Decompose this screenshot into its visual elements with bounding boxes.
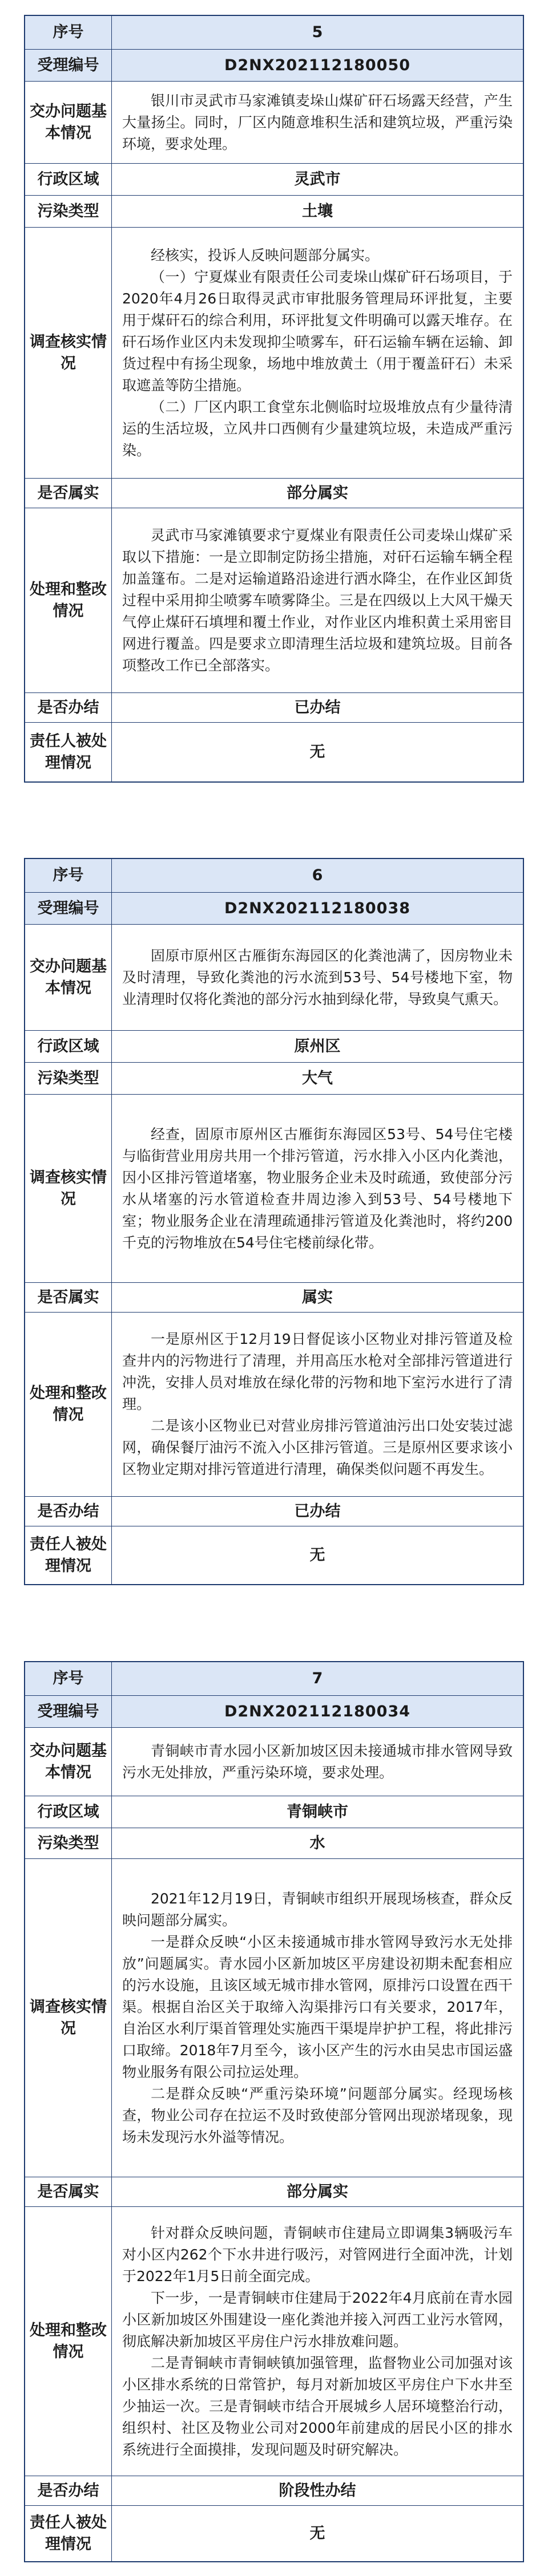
- investigation-label: 调查核实情况: [25, 1859, 112, 2177]
- type-row: [25, 1828, 523, 1858]
- code-label: 受理编号: [25, 893, 112, 924]
- case-card-7: [24, 1661, 524, 2562]
- is-true-row: [25, 2177, 523, 2206]
- investigation-value: 经核实，投诉人反映问题部分属实。 （一）宁夏煤业有限责任公司麦垛山煤矿矸石场项目，于2020年4月26日取得灵武市审批服务管理局环评批复，主要用于煤矸石的综合利用，环评批复文件明确可以露天堆存。在矸石场作业区内未发现抑尘喷雾车，矸石运输车辆在运输、卸货过程中有扬尘现象，场地中堆放黄土（用于覆盖矸石）未采取遮盖等防尘措施。 （二）厂区内职工食堂东北侧临时垃圾堆放点有少量待清运的生活垃圾，立风井口西侧有少量建筑垃圾，未造成严重污染。: [122, 246, 513, 459]
- seq-row: [25, 859, 523, 892]
- seq-row: [25, 1662, 523, 1695]
- handling-label: 处理和整改情况: [25, 508, 112, 692]
- accountability-value: 无: [309, 743, 325, 761]
- closed-row: [25, 2476, 523, 2505]
- accountability-label: 责任人被处理情况: [25, 2506, 112, 2561]
- code-value: D2NX20211218​0034: [224, 1702, 411, 1720]
- closed-row: [25, 1496, 523, 1526]
- type-value: 土壤: [302, 202, 333, 220]
- problem-row: [25, 81, 523, 163]
- handling-value: 针对群众反映问题，青铜峡市住建局立即调集3辆吸污车对小区内262个下水井进行吸污，对管网进行全面冲洗，计划于2022年1月5日前全面完成。 下一步，一是青铜峡市住建局于2022年4月底前在青水园小区新加坡区外围建设一座化粪池并接入河西工业污水管网，彻底解决新加坡区平房住户污水排放难问题。 二是青铜峡市青铜峡镇加强管理，监督物业公司加强对该小区排水系统的日常管护，每月对新加坡区平房住户下水井至少抽运一次。三是青铜峡市结合开展城乡人居环境整治行动，组织村、社区及物业公司对2000年前建成的居民小区的排水系统进行全面摸排，发现问题及时研究解决。: [122, 2224, 513, 2458]
- code-value: D2NX20211218​0038: [224, 899, 411, 917]
- area-label: 行政区域: [25, 1796, 112, 1828]
- seq-value: 6: [312, 866, 323, 884]
- problem-value: 固原市原州区古雁街东海园区的化粪池满了，因房物业未及时清理，导致化粪池的污水流到53号、54号楼地下室，物业清理时仅将化粪池的部分污水抽到绿化带，导致臭气熏天。: [122, 947, 513, 1007]
- type-label: 污染类型: [25, 196, 112, 227]
- problem-label: 交办问题基本情况: [25, 1728, 112, 1796]
- handling-row: [25, 2206, 523, 2476]
- handling-value: 灵武市马家滩镇要求宁夏煤业有限责任公司麦垛山煤矿采取以下措施：一是立即制定防扬尘措施，对矸石运输车辆全程加盖篷布。二是对运输道路沿途进行洒水降尘，在作业区卸货过程中采用抑尘喷雾车喷雾降尘。三是在四级以上大风干燥天气停止煤矸石填埋和覆土作业，对作业区内堆积黄土采用密目网进行覆盖。四是要求立即清理生活垃圾和建筑垃圾。目前各项整改工作已全部落实。: [122, 526, 513, 674]
- code-row: [25, 49, 523, 81]
- closed-value: 已办结: [294, 698, 341, 716]
- is-true-value: 部分属实: [287, 2182, 348, 2201]
- closed-label: 是否办结: [25, 693, 112, 722]
- code-row: [25, 892, 523, 924]
- is-true-label: 是否属实: [25, 1283, 112, 1312]
- is-true-row: [25, 1282, 523, 1312]
- seq-value: 7: [312, 1670, 323, 1687]
- investigation-row: [25, 227, 523, 478]
- case-card-5: [24, 15, 524, 783]
- closed-row: [25, 692, 523, 722]
- is-true-value: 属实: [302, 1288, 333, 1306]
- type-label: 污染类型: [25, 1828, 112, 1858]
- handling-row: [25, 508, 523, 692]
- handling-value: 一是原州区于12月19日督促该小区物业对排污管道及检查井内的污物进行了清理，并用高压水枪对全部排污管道进行冲洗，安排人员对堆放在绿化带的污物和地下室污水进行了清理。 二是该小区物业已对营业房排污管道油污出口处安装过滤网，确保餐厅油污不流入小区排污管道。三是原州区要求该小区物业定期对排污管道进行清理，确保类似问题不再发生。: [122, 1331, 513, 1477]
- investigation-row: [25, 1858, 523, 2177]
- accountability-row: [25, 722, 523, 781]
- is-true-label: 是否属实: [25, 479, 112, 508]
- area-row: [25, 1796, 523, 1828]
- problem-value: 青铜峡市青水园小区新加坡区因未接通城市排水管网导致污水无处排放，严重污染环境，要求处理。: [122, 1742, 513, 1781]
- seq-row: [25, 16, 523, 49]
- accountability-value: 无: [309, 1546, 325, 1564]
- area-label: 行政区域: [25, 1031, 112, 1062]
- seq-label: 序号: [25, 1662, 112, 1695]
- type-row: [25, 1062, 523, 1094]
- investigation-label: 调查核实情况: [25, 228, 112, 478]
- code-value: D2NX20211218​0050: [224, 56, 411, 74]
- accountability-row: [25, 2505, 523, 2561]
- accountability-value: 无: [309, 2524, 325, 2542]
- code-row: [25, 1695, 523, 1727]
- closed-value: 已办结: [294, 1502, 341, 1520]
- accountability-row: [25, 1526, 523, 1584]
- closed-label: 是否办结: [25, 2476, 112, 2505]
- type-value: 水: [309, 1834, 325, 1852]
- investigation-label: 调查核实情况: [25, 1095, 112, 1282]
- area-value: 原州区: [294, 1037, 341, 1055]
- investigation-value: 经查，固原市原州区古雁街东海园区53号、54号住宅楼与临街营业用房共用一个排污管道，污水排入小区内化粪池，因小区排污管道堵塞，物业服务企业未及时疏通，致使部分污水从堵塞的污水管道检查井周边渗入到53号、54号楼地下室；物业服务企业在清理疏通排污管道及化粪池时，将约200千克的污物堆放在54号住宅楼前绿化带。: [122, 1125, 513, 1251]
- problem-row: [25, 924, 523, 1030]
- area-value: 青铜峡市: [287, 1803, 348, 1821]
- closed-label: 是否办结: [25, 1497, 112, 1526]
- seq-label: 序号: [25, 859, 112, 892]
- code-label: 受理编号: [25, 50, 112, 81]
- problem-value: 银川市灵武市马家滩镇麦垛山煤矿矸石场露天经营，产生大量扬尘。同时，厂区内随意堆积生活和建筑垃圾，严重污染环境，要求处理。: [122, 92, 513, 152]
- area-value: 灵武市: [294, 170, 341, 188]
- is-true-value: 部分属实: [287, 484, 348, 502]
- problem-label: 交办问题基本情况: [25, 82, 112, 163]
- handling-row: [25, 1312, 523, 1496]
- area-row: [25, 1030, 523, 1062]
- type-label: 污染类型: [25, 1063, 112, 1094]
- area-row: [25, 163, 523, 195]
- code-label: 受理编号: [25, 1696, 112, 1727]
- investigation-value: 2021年12月19日，青铜峡市组织开展现场核查，群众反映问题部分属实。 一是群众反映“小区未接通城市排水管网导致污水无处排放”问题属实。青水园小区新加坡区平房建设初期未配套相应的污水设施，且该区域无城市排水管网，原排污口设置在西干渠。根据自治区关于取缔入沟渠排污口有关要求，2017年，自治区水利厅渠首管理处实施西干渠堤岸护护工程，将此排污口取缔。2018年7月至今，该小区产生的污水由吴忠市国运盛物业服务有限公司拉运处理。 二是群众反映“严重污染环境”问题部分属实。经现场核查，物业公司存在拉运不及时致使部分管网出现淤堵现象，现场未发现污水外溢等情况。: [122, 1890, 513, 2145]
- investigation-row: [25, 1094, 523, 1282]
- accountability-label: 责任人被处理情况: [25, 723, 112, 781]
- seq-label: 序号: [25, 16, 112, 49]
- problem-row: [25, 1727, 523, 1796]
- accountability-label: 责任人被处理情况: [25, 1526, 112, 1584]
- problem-label: 交办问题基本情况: [25, 925, 112, 1030]
- type-value: 大气: [302, 1069, 333, 1087]
- handling-label: 处理和整改情况: [25, 2207, 112, 2476]
- type-row: [25, 195, 523, 227]
- is-true-label: 是否属实: [25, 2177, 112, 2206]
- handling-label: 处理和整改情况: [25, 1313, 112, 1496]
- seq-value: 5: [312, 23, 323, 41]
- closed-value: 阶段性办结: [279, 2481, 356, 2500]
- case-card-6: [24, 858, 524, 1585]
- area-label: 行政区域: [25, 164, 112, 195]
- is-true-row: [25, 478, 523, 508]
